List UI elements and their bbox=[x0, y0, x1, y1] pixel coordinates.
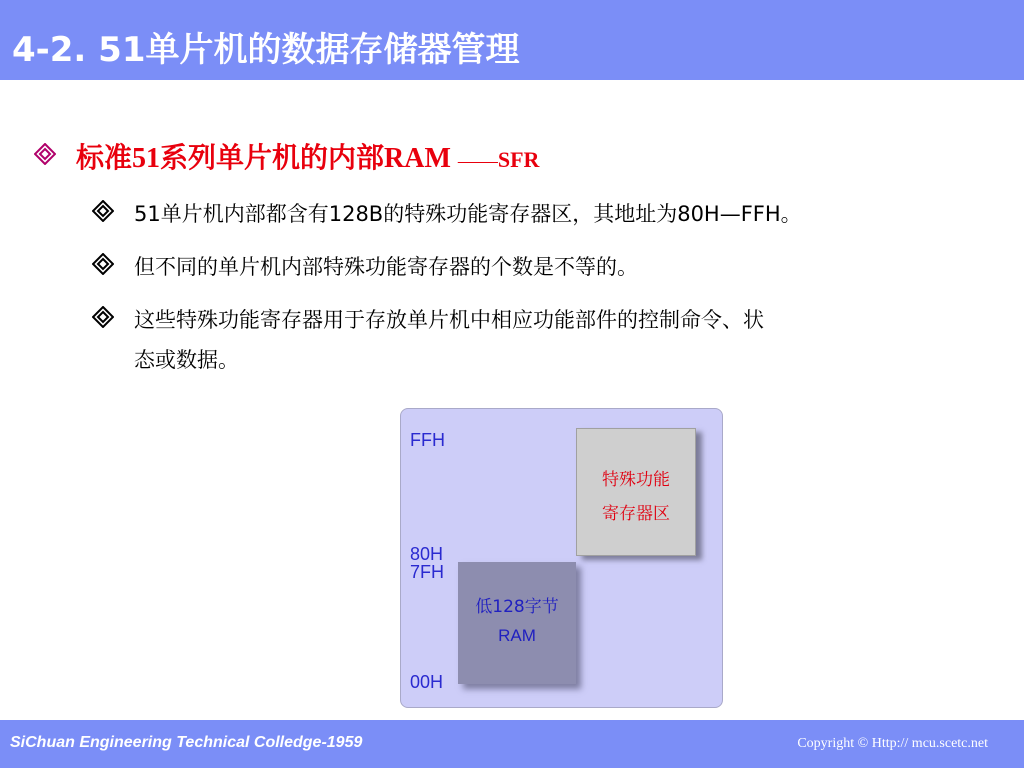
low-ram-label-2: RAM bbox=[498, 626, 536, 645]
address-label-ffh: FFH bbox=[410, 430, 445, 450]
low-ram-block bbox=[458, 562, 576, 684]
bullet-item-3-line-1: 这些特殊功能寄存器用于存放单片机中相应功能部件的控制命令、状 bbox=[134, 308, 764, 332]
heading-suffix: SFR bbox=[497, 147, 540, 172]
low-ram-label-1: 低128字节 bbox=[475, 597, 559, 617]
bullet-item-1: 51单片机内部都含有128B的特殊功能寄存器区，其地址为80H—FFH。 bbox=[134, 202, 802, 226]
address-label-80h: 80H bbox=[410, 544, 444, 564]
heading-text: 标准51系列单片机的内部RAM bbox=[76, 143, 451, 174]
diamond-bullet-icon bbox=[92, 253, 114, 275]
footer-institution: SiChuan Engineering Technical Colledge-1959 bbox=[10, 734, 363, 751]
heading-dash: —— bbox=[457, 150, 498, 172]
address-label-00h: 00H bbox=[410, 672, 444, 692]
section-heading bbox=[76, 136, 539, 176]
sfr-block bbox=[576, 428, 696, 556]
diamond-bullet-icon bbox=[92, 306, 114, 328]
footer-bar bbox=[0, 720, 1024, 768]
diamond-bullet-icon bbox=[34, 143, 56, 165]
sfr-label-1: 特殊功能 bbox=[602, 470, 670, 490]
bullet-item-2: 但不同的单片机内部特殊功能寄存器的个数是不等的。 bbox=[134, 255, 638, 279]
bullet-item-3-line-2: 态或数据。 bbox=[134, 348, 239, 372]
address-label-7fh: 7FH bbox=[410, 562, 445, 582]
diamond-bullet-icon bbox=[92, 200, 114, 222]
header-bar bbox=[0, 0, 1024, 80]
footer-copyright: Copyright © Http:// mcu.scetc.net bbox=[797, 736, 988, 751]
page-title: 4-2. 51单片机的数据存储器管理 bbox=[12, 30, 520, 70]
sfr-label-2: 寄存器区 bbox=[602, 504, 670, 524]
